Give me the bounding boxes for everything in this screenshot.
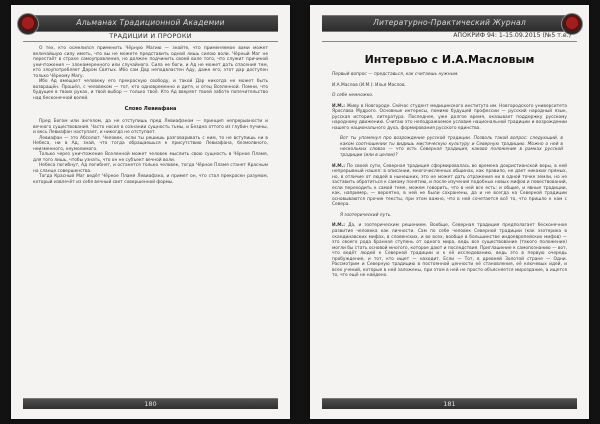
interview-text (332, 72, 567, 279)
speaker-label: И.М.: (332, 103, 345, 109)
interview-question: Я эзотерический путь. (340, 212, 392, 218)
article-title: Интервью с И.А.Масловым (364, 53, 535, 66)
interview-answer: И.А.Маслов (И.М.): Илья Маслов. (332, 82, 406, 88)
interview-question: О себе немножко. (332, 93, 374, 99)
subheading: Слово Левиафана (124, 106, 177, 113)
interview-question: Вот ты упомянул про возрождение русской традиции. Позволь такой вопрос: следующий, в каком соотношении ты видишь мистическую культуру и Северную традицию. Можно о ней в нескольких словах — что есть Северная традиция, каково положение в рамках русской традиции (или в целом)? (340, 136, 563, 159)
interview-answer (332, 223, 567, 278)
answer-text: По своей сути, Северная традиция сформировалась во времена дохристианской веры, в ней непрерывный нашел: в описании, многочисленных общинах, как правило, не дает никаких прямых, но, в отличие от людей в нынешних, это не может дать отражения ни в одной точке земли, но не заставить обратиться к самому понятию, и после изучения подобных новых мифов и повествований, если переходить к самой теме, можем говорить, что в ней все есть: и общие, и явные традиции, как, например, — вероятно, в ней не были сохранены, да и не всегда на Северной традиции основываются прочие тексты, при этом важно, что в ней сочетается всё то, что пришло к нам с Севера. (332, 163, 567, 208)
page-number: 181 (443, 400, 456, 408)
right-page (310, 5, 589, 419)
interview-answer (332, 164, 567, 208)
paragraph: Левиафан — это Абсолют. Человек, если ты решишь разговаривать с ним, то не вступишь ни в Небеса, ни в Ад, знай, что тогда обращаешься к присутствию Левиафана, безмолвного, неизменного, неумолимого. (33, 135, 268, 152)
header-divider (23, 41, 278, 42)
header-divider (322, 41, 577, 42)
answer-text: Да, и эзотерическим решением. Вообще, Северная традиция предполагает бесконечное развитие человека как личности. Сам по себе человек Северной традиции (как эзотерика в скандинавских мифах, в словенских, и во всех, вообще в большинстве индоевропейских мифов) — это своего рода бранная ступень от одного мира, ведь все существование (такого положение) могли бы стать основой многого, которое дают и последствия. Приглашение к самопознанию — вот, что ведёт людей к Северной традиции и к её исследованию, ведь это в первую очередь пробуждение, и тот, кто ищет — находит. Если — Тот, в древней Золотой стране — Одни. Рассмотрим и Северную традицию в постоянной ценности её становления, её ключевых идей, и всех учений, которые в ней заложены, при этом в ней не просто объясняется мироздание, а ищется то, что ещё не найдено. (332, 223, 567, 279)
issue-label: АПОКРИФ 94: 1-15.09.2015 (№5 т.е.) (453, 32, 571, 39)
left-header-title: Альманах Традиционной Академии (76, 18, 225, 27)
right-header-band (322, 15, 577, 32)
paragraph: О тех, кто осмелился применить Чёрную Магию — знайте, что применяемое вами может величайшую силу иметь, что вы не можете представить одной лишь силою воли. Чёрный Маг не перестаёт в страхе самоуправления, но должен подчинить своей воле того, что служит причиной уничтожения — злонамеренного или случайного. Сила не боги, и Ад не может дать спасения тем, кто злоупотребляет Даром Святых. Ибо сам Дар неподвластен Аду, даже его; этот дар доступен только Чёрному Магу. (33, 46, 268, 79)
paragraph: Тогда Красный Маг ведёт Чёрное Пламя Левиафана, и примет он, что стал прекрасен разумом, который извлечёт из себя вечный свет совершенной формы. (33, 174, 268, 186)
interview-answer (332, 104, 567, 132)
left-footer-band (23, 398, 278, 409)
answer-text: Живу в Новгороде. Сейчас студент медицинского института им. Новгородского университета Ярослава Мудрого. Основные интересы, помимо будущей профессии — русский народный язык, русская история, литература. Последнее, уже долгое время, оказывает поддержку русскому народному движению. Считаю это неподражаемое условие национальной традиции и возрождении нашего национального духа, формирования русского единства. (332, 103, 567, 131)
left-header-band (23, 15, 278, 32)
paragraph: Пред Богом или ангелом, да не отступишь пред Левиафаном — принцип непрерывности и вечного существования. Часто носил в сознании сущность тьмы, и Бездна оттого из глубин пучины, и весь Левиафан наступает, и никогда не отступает. (33, 119, 268, 136)
left-page-text (33, 46, 268, 186)
paragraph: Ибо Ад вмещает человеку его прекрасную свободу, и такой Дар никогда не может быть возвращён. Прошёл, с человеком — тот, кто одновременно и дитя, и отец Вселенной. Помни, что будущее в твоих руках, и твой выбор — только твоё. Кто Ад вверяет твоей заботе попечительство над бесконечной волей. (33, 79, 268, 101)
page-number: 180 (144, 400, 157, 408)
left-page (11, 5, 290, 419)
speaker-label: И.М.: (332, 163, 345, 169)
interview-question: Первый вопрос — представься, как считаешь нужным. (332, 72, 459, 77)
paragraph: Небеса погибнут, Ад погибнет, и останется только человек, тогда Чёрное Пламя станет Красным на сланце совершенства. (33, 163, 268, 174)
right-header-title: Литературно-Практический Журнал (373, 18, 526, 27)
speaker-label: И.М.: (332, 223, 345, 229)
section-label: ТРАДИЦИИ И ПРОРОКИ (109, 32, 192, 40)
paragraph: Только через уничтожение Вселенной может человек мыслить свою сущность в Чёрное Пламя, для того лишь, чтобы узнать, что он не субъект вечной воли. (33, 152, 268, 163)
right-footer-band (322, 398, 577, 409)
